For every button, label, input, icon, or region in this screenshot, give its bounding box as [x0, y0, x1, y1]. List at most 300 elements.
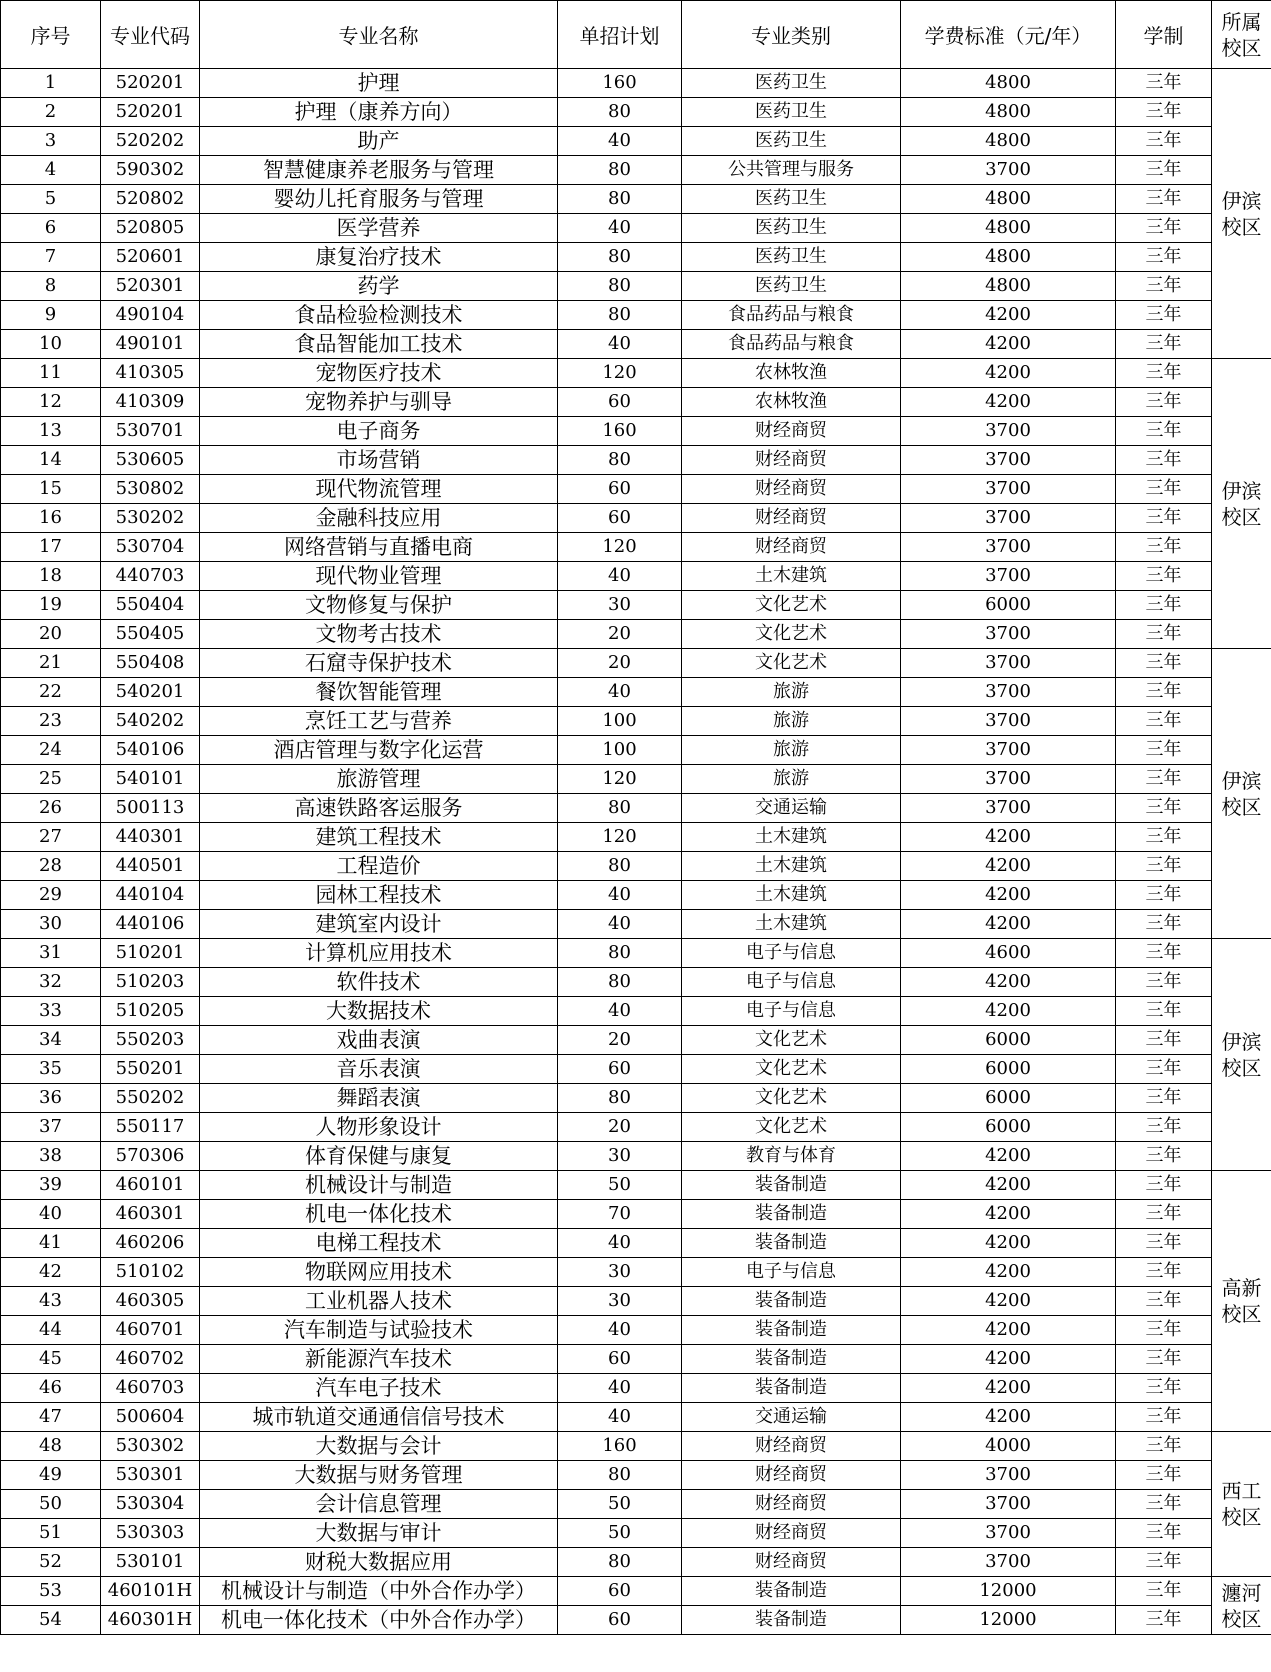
- cell-major-name: 建筑工程技术: [200, 823, 558, 852]
- table-row: [1, 939, 1271, 968]
- cell-enrollment-plan: 60: [558, 1055, 682, 1084]
- cell-enrollment-plan: 80: [558, 272, 682, 301]
- cell-duration: 三年: [1116, 127, 1212, 156]
- cell-index: 2: [1, 98, 101, 127]
- cell-major-category: 食品药品与粮食: [682, 330, 901, 359]
- cell-major-code: 530304: [101, 1490, 200, 1519]
- cell-major-code: 490101: [101, 330, 200, 359]
- cell-duration: 三年: [1116, 736, 1212, 765]
- cell-major-code: 550117: [101, 1113, 200, 1142]
- cell-tuition: 3700: [901, 533, 1116, 562]
- cell-major-category: 食品药品与粮食: [682, 301, 901, 330]
- cell-major-name: 高速铁路客运服务: [200, 794, 558, 823]
- cell-duration: 三年: [1116, 794, 1212, 823]
- cell-major-code: 520301: [101, 272, 200, 301]
- cell-duration: 三年: [1116, 417, 1212, 446]
- cell-major-name: 汽车电子技术: [200, 1374, 558, 1403]
- cell-index: 11: [1, 359, 101, 388]
- cell-major-code: 550202: [101, 1084, 200, 1113]
- cell-enrollment-plan: 120: [558, 765, 682, 794]
- cell-tuition: 4200: [901, 1287, 1116, 1316]
- cell-tuition: 4200: [901, 881, 1116, 910]
- cell-index: 14: [1, 446, 101, 475]
- cell-tuition: 6000: [901, 1084, 1116, 1113]
- cell-major-code: 460703: [101, 1374, 200, 1403]
- cell-major-code: 510201: [101, 939, 200, 968]
- cell-major-code: 440703: [101, 562, 200, 591]
- cell-major-code: 520601: [101, 243, 200, 272]
- cell-major-code: 460701: [101, 1316, 200, 1345]
- cell-tuition: 4200: [901, 852, 1116, 881]
- cell-duration: 三年: [1116, 1461, 1212, 1490]
- header-major-code: 专业代码: [101, 1, 200, 69]
- cell-index: 6: [1, 214, 101, 243]
- cell-duration: 三年: [1116, 1403, 1212, 1432]
- cell-tuition: 3700: [901, 678, 1116, 707]
- cell-major-name: 音乐表演: [200, 1055, 558, 1084]
- cell-duration: 三年: [1116, 1287, 1212, 1316]
- cell-duration: 三年: [1116, 98, 1212, 127]
- cell-duration: 三年: [1116, 1084, 1212, 1113]
- cell-index: 5: [1, 185, 101, 214]
- cell-duration: 三年: [1116, 939, 1212, 968]
- cell-tuition: 3700: [901, 1461, 1116, 1490]
- cell-tuition: 4200: [901, 301, 1116, 330]
- cell-enrollment-plan: 80: [558, 185, 682, 214]
- cell-duration: 三年: [1116, 1200, 1212, 1229]
- cell-major-name: 护理: [200, 69, 558, 98]
- table-row: [1, 1577, 1271, 1606]
- cell-major-category: 土木建筑: [682, 852, 901, 881]
- table-row: [1, 504, 1271, 533]
- cell-duration: 三年: [1116, 765, 1212, 794]
- table-row: [1, 1055, 1271, 1084]
- cell-major-category: 装备制造: [682, 1200, 901, 1229]
- cell-major-code: 520202: [101, 127, 200, 156]
- cell-enrollment-plan: 20: [558, 620, 682, 649]
- cell-major-name: 现代物流管理: [200, 475, 558, 504]
- cell-index: 46: [1, 1374, 101, 1403]
- cell-duration: 三年: [1116, 156, 1212, 185]
- cell-major-name: 大数据技术: [200, 997, 558, 1026]
- cell-index: 44: [1, 1316, 101, 1345]
- cell-major-code: 460301H: [101, 1606, 200, 1635]
- cell-index: 29: [1, 881, 101, 910]
- cell-major-code: 500113: [101, 794, 200, 823]
- cell-major-name: 电子商务: [200, 417, 558, 446]
- cell-major-category: 文化艺术: [682, 591, 901, 620]
- cell-major-name: 电梯工程技术: [200, 1229, 558, 1258]
- cell-enrollment-plan: 120: [558, 359, 682, 388]
- cell-major-category: 文化艺术: [682, 620, 901, 649]
- table-row: [1, 1403, 1271, 1432]
- cell-major-category: 装备制造: [682, 1316, 901, 1345]
- table-row: [1, 1200, 1271, 1229]
- cell-major-code: 550404: [101, 591, 200, 620]
- cell-duration: 三年: [1116, 562, 1212, 591]
- table-body: [1, 69, 1271, 1635]
- cell-duration: 三年: [1116, 1055, 1212, 1084]
- cell-duration: 三年: [1116, 446, 1212, 475]
- cell-duration: 三年: [1116, 1519, 1212, 1548]
- cell-major-category: 电子与信息: [682, 939, 901, 968]
- cell-campus: 伊滨校区: [1212, 649, 1271, 939]
- table-row: [1, 1142, 1271, 1171]
- cell-enrollment-plan: 40: [558, 562, 682, 591]
- table-row: [1, 620, 1271, 649]
- cell-major-name: 金融科技应用: [200, 504, 558, 533]
- cell-major-name: 物联网应用技术: [200, 1258, 558, 1287]
- cell-campus: 西工校区: [1212, 1432, 1271, 1577]
- cell-index: 53: [1, 1577, 101, 1606]
- cell-major-name: 新能源汽车技术: [200, 1345, 558, 1374]
- header-index: 序号: [1, 1, 101, 69]
- cell-duration: 三年: [1116, 1374, 1212, 1403]
- cell-index: 52: [1, 1548, 101, 1577]
- cell-major-code: 530301: [101, 1461, 200, 1490]
- cell-enrollment-plan: 40: [558, 1229, 682, 1258]
- cell-major-code: 550408: [101, 649, 200, 678]
- cell-index: 20: [1, 620, 101, 649]
- cell-major-name: 汽车制造与试验技术: [200, 1316, 558, 1345]
- cell-enrollment-plan: 20: [558, 649, 682, 678]
- cell-enrollment-plan: 100: [558, 707, 682, 736]
- cell-enrollment-plan: 20: [558, 1113, 682, 1142]
- cell-major-code: 590302: [101, 156, 200, 185]
- cell-major-code: 490104: [101, 301, 200, 330]
- table-row: [1, 1026, 1271, 1055]
- cell-major-code: 530802: [101, 475, 200, 504]
- cell-major-category: 土木建筑: [682, 562, 901, 591]
- cell-duration: 三年: [1116, 1490, 1212, 1519]
- cell-enrollment-plan: 50: [558, 1490, 682, 1519]
- cell-enrollment-plan: 50: [558, 1519, 682, 1548]
- cell-major-name: 体育保健与康复: [200, 1142, 558, 1171]
- cell-enrollment-plan: 40: [558, 910, 682, 939]
- cell-duration: 三年: [1116, 533, 1212, 562]
- cell-tuition: 3700: [901, 156, 1116, 185]
- table-row: [1, 736, 1271, 765]
- cell-duration: 三年: [1116, 707, 1212, 736]
- cell-index: 43: [1, 1287, 101, 1316]
- table-row: [1, 1287, 1271, 1316]
- cell-major-code: 530101: [101, 1548, 200, 1577]
- cell-major-category: 文化艺术: [682, 1113, 901, 1142]
- cell-duration: 三年: [1116, 388, 1212, 417]
- cell-major-name: 酒店管理与数字化运营: [200, 736, 558, 765]
- cell-major-code: 530701: [101, 417, 200, 446]
- cell-major-category: 财经商贸: [682, 1519, 901, 1548]
- cell-enrollment-plan: 40: [558, 997, 682, 1026]
- table-row: [1, 649, 1271, 678]
- cell-tuition: 4800: [901, 127, 1116, 156]
- cell-tuition: 4800: [901, 185, 1116, 214]
- cell-duration: 三年: [1116, 1171, 1212, 1200]
- table-row: [1, 359, 1271, 388]
- table-row: [1, 1316, 1271, 1345]
- table-row: [1, 765, 1271, 794]
- cell-major-code: 540202: [101, 707, 200, 736]
- cell-duration: 三年: [1116, 620, 1212, 649]
- cell-enrollment-plan: 30: [558, 591, 682, 620]
- header-row: [1, 1, 1271, 69]
- table-row: [1, 1606, 1271, 1635]
- cell-enrollment-plan: 100: [558, 736, 682, 765]
- cell-major-name: 机械设计与制造（中外合作办学）: [200, 1577, 558, 1606]
- cell-major-code: 530202: [101, 504, 200, 533]
- cell-duration: 三年: [1116, 330, 1212, 359]
- cell-major-category: 电子与信息: [682, 997, 901, 1026]
- cell-enrollment-plan: 20: [558, 1026, 682, 1055]
- cell-index: 32: [1, 968, 101, 997]
- cell-major-name: 食品检验检测技术: [200, 301, 558, 330]
- cell-duration: 三年: [1116, 1577, 1212, 1606]
- cell-tuition: 6000: [901, 591, 1116, 620]
- cell-tuition: 4200: [901, 1374, 1116, 1403]
- cell-tuition: 4800: [901, 243, 1116, 272]
- cell-major-code: 460101: [101, 1171, 200, 1200]
- cell-major-name: 园林工程技术: [200, 881, 558, 910]
- cell-enrollment-plan: 30: [558, 1258, 682, 1287]
- table-row: [1, 910, 1271, 939]
- cell-duration: 三年: [1116, 301, 1212, 330]
- cell-major-name: 机械设计与制造: [200, 1171, 558, 1200]
- cell-tuition: 4200: [901, 1403, 1116, 1432]
- cell-major-category: 财经商贸: [682, 446, 901, 475]
- cell-index: 4: [1, 156, 101, 185]
- cell-enrollment-plan: 50: [558, 1171, 682, 1200]
- cell-duration: 三年: [1116, 504, 1212, 533]
- cell-major-name: 婴幼儿托育服务与管理: [200, 185, 558, 214]
- cell-major-category: 装备制造: [682, 1287, 901, 1316]
- cell-tuition: 3700: [901, 475, 1116, 504]
- cell-tuition: 4200: [901, 997, 1116, 1026]
- cell-major-category: 土木建筑: [682, 910, 901, 939]
- table-row: [1, 1548, 1271, 1577]
- cell-index: 35: [1, 1055, 101, 1084]
- cell-major-name: 机电一体化技术: [200, 1200, 558, 1229]
- cell-major-code: 530605: [101, 446, 200, 475]
- cell-tuition: 4800: [901, 272, 1116, 301]
- cell-index: 3: [1, 127, 101, 156]
- cell-enrollment-plan: 80: [558, 1548, 682, 1577]
- cell-tuition: 4200: [901, 968, 1116, 997]
- cell-tuition: 3700: [901, 504, 1116, 533]
- cell-major-code: 520802: [101, 185, 200, 214]
- cell-major-code: 460301: [101, 1200, 200, 1229]
- cell-major-code: 550203: [101, 1026, 200, 1055]
- cell-campus: 瀍河校区: [1212, 1577, 1271, 1635]
- cell-major-category: 财经商贸: [682, 533, 901, 562]
- cell-major-category: 医药卫生: [682, 185, 901, 214]
- cell-enrollment-plan: 120: [558, 823, 682, 852]
- cell-major-category: 装备制造: [682, 1345, 901, 1374]
- cell-duration: 三年: [1116, 1606, 1212, 1635]
- cell-major-name: 机电一体化技术（中外合作办学）: [200, 1606, 558, 1635]
- cell-duration: 三年: [1116, 823, 1212, 852]
- cell-tuition: 3700: [901, 794, 1116, 823]
- header-duration: 学制: [1116, 1, 1212, 69]
- cell-major-category: 财经商贸: [682, 1432, 901, 1461]
- table-row: [1, 446, 1271, 475]
- cell-index: 45: [1, 1345, 101, 1374]
- cell-duration: 三年: [1116, 591, 1212, 620]
- cell-enrollment-plan: 80: [558, 794, 682, 823]
- cell-major-name: 计算机应用技术: [200, 939, 558, 968]
- table-header: [1, 1, 1271, 69]
- cell-major-code: 410309: [101, 388, 200, 417]
- cell-index: 51: [1, 1519, 101, 1548]
- table-row: [1, 1461, 1271, 1490]
- cell-tuition: 6000: [901, 1113, 1116, 1142]
- cell-major-category: 文化艺术: [682, 1055, 901, 1084]
- cell-major-category: 教育与体育: [682, 1142, 901, 1171]
- cell-index: 12: [1, 388, 101, 417]
- cell-enrollment-plan: 160: [558, 69, 682, 98]
- cell-enrollment-plan: 80: [558, 156, 682, 185]
- cell-major-name: 舞蹈表演: [200, 1084, 558, 1113]
- cell-major-code: 540101: [101, 765, 200, 794]
- cell-tuition: 3700: [901, 707, 1116, 736]
- cell-major-name: 智慧健康养老服务与管理: [200, 156, 558, 185]
- cell-campus: 伊滨校区: [1212, 939, 1271, 1171]
- cell-major-name: 大数据与会计: [200, 1432, 558, 1461]
- cell-tuition: 4200: [901, 388, 1116, 417]
- cell-major-category: 旅游: [682, 678, 901, 707]
- cell-major-name: 宠物医疗技术: [200, 359, 558, 388]
- cell-major-category: 土木建筑: [682, 823, 901, 852]
- cell-major-category: 医药卫生: [682, 98, 901, 127]
- table-row: [1, 823, 1271, 852]
- table-row: [1, 1519, 1271, 1548]
- cell-major-name: 市场营销: [200, 446, 558, 475]
- cell-enrollment-plan: 40: [558, 214, 682, 243]
- cell-major-category: 财经商贸: [682, 1548, 901, 1577]
- cell-major-name: 大数据与财务管理: [200, 1461, 558, 1490]
- cell-major-code: 570306: [101, 1142, 200, 1171]
- cell-enrollment-plan: 60: [558, 388, 682, 417]
- table-row: [1, 881, 1271, 910]
- table-row: [1, 127, 1271, 156]
- cell-tuition: 12000: [901, 1577, 1116, 1606]
- table-row: [1, 1345, 1271, 1374]
- cell-major-category: 装备制造: [682, 1577, 901, 1606]
- table-row: [1, 707, 1271, 736]
- cell-tuition: 4800: [901, 98, 1116, 127]
- cell-major-code: 550201: [101, 1055, 200, 1084]
- table-row: [1, 475, 1271, 504]
- cell-campus: 伊滨校区: [1212, 359, 1271, 649]
- cell-major-name: 宠物养护与驯导: [200, 388, 558, 417]
- cell-enrollment-plan: 80: [558, 1084, 682, 1113]
- cell-index: 23: [1, 707, 101, 736]
- cell-index: 25: [1, 765, 101, 794]
- cell-tuition: 3700: [901, 765, 1116, 794]
- table-row: [1, 678, 1271, 707]
- cell-index: 13: [1, 417, 101, 446]
- cell-tuition: 3700: [901, 1548, 1116, 1577]
- cell-index: 7: [1, 243, 101, 272]
- cell-index: 36: [1, 1084, 101, 1113]
- table-row: [1, 1113, 1271, 1142]
- header-major-category: 专业类别: [682, 1, 901, 69]
- cell-major-category: 交通运输: [682, 1403, 901, 1432]
- cell-major-name: 医学营养: [200, 214, 558, 243]
- cell-enrollment-plan: 60: [558, 504, 682, 533]
- cell-enrollment-plan: 160: [558, 1432, 682, 1461]
- cell-duration: 三年: [1116, 1432, 1212, 1461]
- cell-major-code: 530302: [101, 1432, 200, 1461]
- cell-major-name: 建筑室内设计: [200, 910, 558, 939]
- cell-enrollment-plan: 60: [558, 475, 682, 504]
- cell-index: 42: [1, 1258, 101, 1287]
- cell-major-category: 装备制造: [682, 1229, 901, 1258]
- cell-major-code: 460702: [101, 1345, 200, 1374]
- cell-major-code: 510203: [101, 968, 200, 997]
- cell-index: 18: [1, 562, 101, 591]
- table-row: [1, 997, 1271, 1026]
- cell-major-name: 现代物业管理: [200, 562, 558, 591]
- cell-major-name: 药学: [200, 272, 558, 301]
- cell-major-code: 540106: [101, 736, 200, 765]
- cell-major-category: 土木建筑: [682, 881, 901, 910]
- cell-enrollment-plan: 80: [558, 852, 682, 881]
- cell-duration: 三年: [1116, 1345, 1212, 1374]
- cell-major-name: 餐饮智能管理: [200, 678, 558, 707]
- cell-tuition: 12000: [901, 1606, 1116, 1635]
- table-row: [1, 156, 1271, 185]
- table-row: [1, 69, 1271, 98]
- cell-index: 48: [1, 1432, 101, 1461]
- cell-tuition: 4200: [901, 823, 1116, 852]
- cell-duration: 三年: [1116, 1316, 1212, 1345]
- cell-duration: 三年: [1116, 1548, 1212, 1577]
- cell-index: 40: [1, 1200, 101, 1229]
- cell-enrollment-plan: 60: [558, 1606, 682, 1635]
- cell-duration: 三年: [1116, 1113, 1212, 1142]
- cell-major-category: 农林牧渔: [682, 359, 901, 388]
- table-row: [1, 330, 1271, 359]
- cell-major-name: 旅游管理: [200, 765, 558, 794]
- cell-major-code: 410305: [101, 359, 200, 388]
- cell-major-name: 护理（康养方向）: [200, 98, 558, 127]
- cell-major-name: 财税大数据应用: [200, 1548, 558, 1577]
- cell-enrollment-plan: 40: [558, 678, 682, 707]
- header-campus: 所属校区: [1212, 1, 1271, 69]
- cell-major-category: 财经商贸: [682, 1490, 901, 1519]
- cell-major-category: 电子与信息: [682, 968, 901, 997]
- cell-major-category: 财经商贸: [682, 1461, 901, 1490]
- cell-enrollment-plan: 30: [558, 1287, 682, 1316]
- cell-campus: 高新校区: [1212, 1171, 1271, 1432]
- cell-major-code: 460206: [101, 1229, 200, 1258]
- cell-major-code: 530704: [101, 533, 200, 562]
- cell-tuition: 4200: [901, 1171, 1116, 1200]
- cell-tuition: 3700: [901, 649, 1116, 678]
- table-row: [1, 1084, 1271, 1113]
- cell-index: 17: [1, 533, 101, 562]
- cell-enrollment-plan: 40: [558, 1316, 682, 1345]
- cell-index: 9: [1, 301, 101, 330]
- cell-major-name: 人物形象设计: [200, 1113, 558, 1142]
- cell-major-name: 文物考古技术: [200, 620, 558, 649]
- cell-index: 22: [1, 678, 101, 707]
- cell-duration: 三年: [1116, 1258, 1212, 1287]
- cell-tuition: 4200: [901, 910, 1116, 939]
- cell-index: 15: [1, 475, 101, 504]
- cell-major-name: 工程造价: [200, 852, 558, 881]
- cell-enrollment-plan: 80: [558, 1461, 682, 1490]
